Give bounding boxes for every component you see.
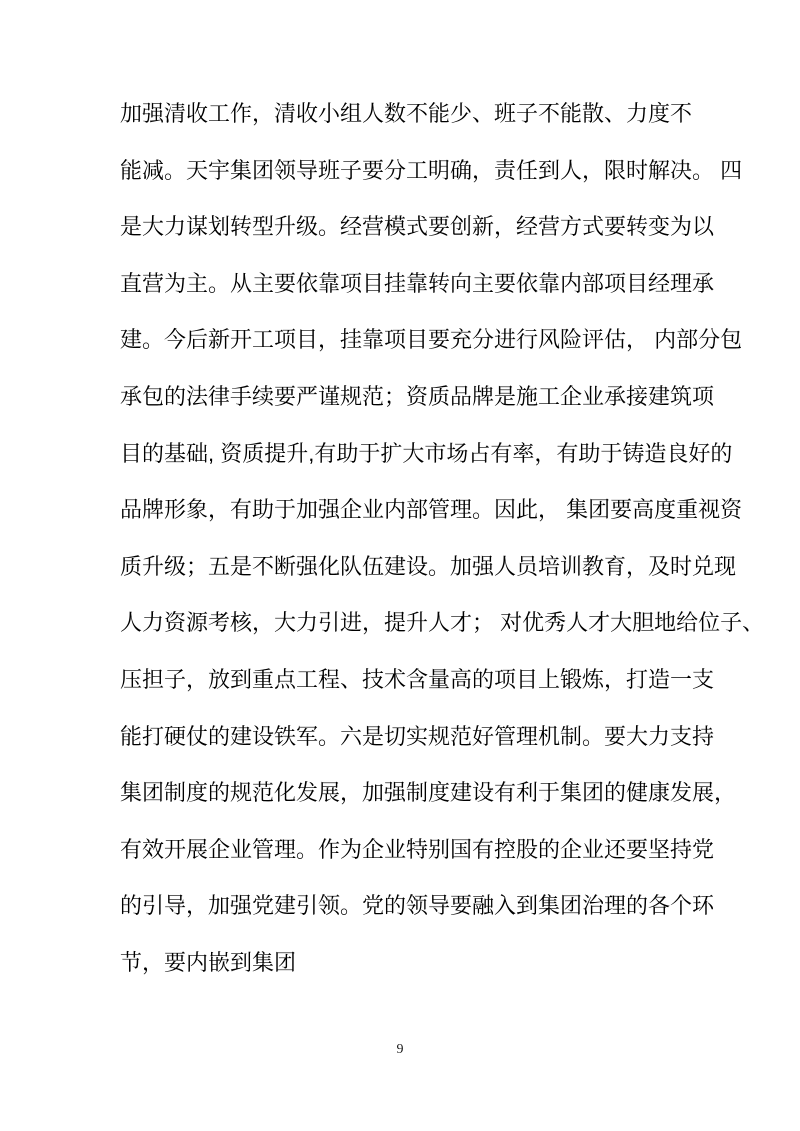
text-line: 集团制度的规范化发展，加强制度建设有利于集团的健康发展， — [120, 780, 737, 806]
text-line: 能打硬仗的建设铁军。六是切实规范好管理机制。要大力支持 — [120, 723, 715, 749]
body-text — [120, 86, 765, 992]
text-line: 有效开展企业管理。作为企业特别国有控股的企业还要坚持党 — [120, 836, 715, 862]
text-line: 节，要内嵌到集团 — [120, 949, 297, 975]
text-line: 目的基础, 资质提升,有助于扩大市场占有率，有助于铸造良好的 — [120, 440, 733, 466]
text-line: 人力资源考核，大力引进，提升人才； 对优秀人才大胆地给位子、 — [120, 610, 765, 636]
text-line: 品牌形象，有助于加强企业内部管理。因此， 集团要高度重视资 — [120, 497, 743, 523]
text-line: 能减。天宇集团领导班子要分工明确，责任到人，限时解决。 四 — [120, 157, 743, 183]
text-line: 承包的法律手续要严谨规范；资质品牌是施工企业承接建筑项 — [120, 383, 715, 409]
text-line: 质升级；五是不断强化队伍建设。加强人员培训教育，及时兑现 — [120, 553, 737, 579]
page-number: 9 — [396, 1042, 404, 1057]
text-line: 直营为主。从主要依靠项目挂靠转向主要依靠内部项目经理承 — [120, 270, 715, 296]
text-line: 加强清收工作，清收小组人数不能少、班子不能散、力度不 — [120, 101, 693, 126]
text-line: 是大力谋划转型升级。经营模式要创新，经营方式要转变为以 — [120, 214, 715, 240]
text-line: 压担子，放到重点工程、技术含量高的项目上锻炼，打造一支 — [120, 666, 715, 692]
text-line: 的引导，加强党建引领。党的领导要融入到集团治理的各个环 — [120, 893, 715, 919]
text-line: 建。今后新开工项目，挂靠项目要充分进行风险评估， 内部分包 — [120, 327, 743, 353]
